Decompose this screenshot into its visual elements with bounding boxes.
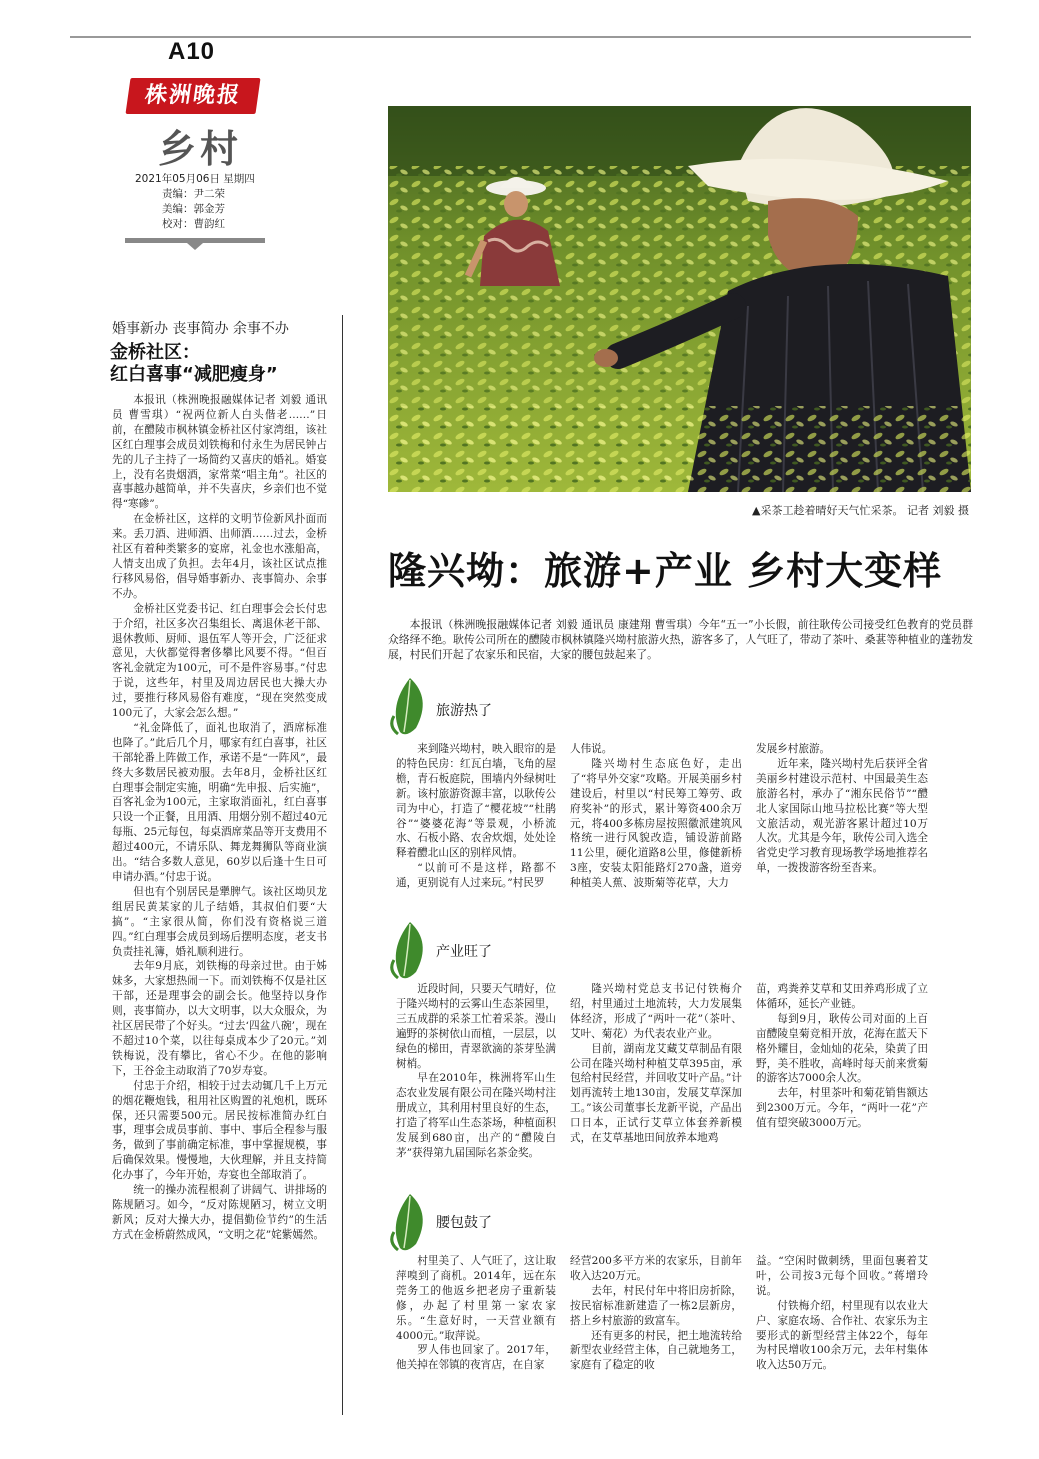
designer-credit: 美编：郭金芳 [162,203,225,215]
section-title-income: 腰包鼓了 [436,1215,492,1231]
paragraph: 近段时间，只要天气晴好，位于隆兴坳村的云雾山生态茶园里，三五成群的采茶工忙着采茶。漫山遍野的茶树依山而植，一层层，以绿色的梯田，青翠欲滴的茶芽坠满树梢。 [396,983,556,1070]
left-article-body [112,393,327,1413]
paragraph: 去年，村里茶叶和菊花销售额达到2300万元。今年，“两叶一花”产值有望突破3000万元。 [756,1087,928,1130]
section-title-industry: 产业旺了 [436,944,492,960]
section3-column1 [396,1254,556,1404]
paragraph: 本报讯（株洲晚报融媒体记者 刘毅 通讯员 曹雪琪）“祝两位新人白头偕老……”日前，在醴陵市枫林镇金桥社区付家湾组，该社区红白理事会成员刘铁梅和付永生为居民钟占先的儿子主持了一场简约又喜庆的婚礼。婚宴上，没有名贵烟酒，家常菜“唱主角”。社区的喜事越办越简单，并不失喜庆，乡亲们也不觉得“寒碜”。 [112,394,327,511]
section-title: 乡村 [158,127,243,171]
section2-column1 [396,982,556,1192]
paragraph: 早在2010年，株洲将军山生态农业发展有限公司在隆兴坳村注册成立，其利用村里良好的生态，打造了将军山生态茶场，种植面积发展到680亩，出产的“醴陵白茅”获得第九届国际名茶金奖。 [396,1072,556,1159]
paragraph: 隆兴坳村生态底色好，走出了“将早外交家”攻略。开展美丽乡村建设后，村里以“村民筹工筹劳、政府奖补”的形式，累计筹资400余万元，将400多栋房屋按照徽派建筑风格统一进行风貌改造，铺设游前路11公里，硬化道路8公里，修健新桥3座，安装太阳能路灯270盏，道旁种植美人蕉、波斯菊等花草，大力 [570,757,742,890]
left-article-kicker: 婚事新办 丧事简办 余事不办 [112,321,289,337]
tea-leaf-icon [386,1192,434,1254]
paragraph: 罗人伟也回家了。2017年，他关掉在邻镇的夜宵店，在自家 [396,1344,556,1372]
paragraph: 隆兴坳村党总支书记付铁梅介绍，村里通过土地流转，大力发展集体经济，形成了“两叶一花”（茶叶、艾叶、菊花）为代表农业产业。 [570,983,742,1040]
page-number: A10 [168,38,216,65]
tea-picking-photo [388,106,971,492]
paragraph: 付铁梅介绍，村里现有以农业大户、家庭农场、合作社、农家乐为主要形式的新型经营主体22个，每年为村民增收100余万元，去年村集体收入达50万元。 [756,1299,928,1372]
paragraph: “礼金降低了，面礼也取消了，酒席标准也降了。”此后几个月，哪家有红白喜事，社区干部轮番上阵做工作，承诺不是“一阵风”，最终大多数居民被劝服。去年8月，金桥社区红白理事会制定实施，明确“先申报、后实施”，百客礼金为100元，主家取消面礼，红白喜事只设一个正餐，且用酒、用烟分别不超过40元每瓶、25元每包，每桌酒席菜品等开支费用不超过400元，不请乐队、舞龙舞狮队等商业演出。“结合多数人意见，60岁以后逢十生日可申请办酒。”付忠于说。 [112,721,327,883]
section1-column1 [396,742,556,920]
section1-column3 [756,742,928,920]
paragraph: 金桥社区党委书记、红白理事会会长付忠于介绍，社区多次召集组长、离退休老干部、退休教师、厨师、退伍军人等开会，广泛征求意见，大伙都觉得奢侈攀比风要不得。“但百客礼金就定为100元，可不是件容易事。”付忠于说，这些年，村里及周边居民也大操大办过，要推行移风易俗有难度，“现在突然变成100元了，大家会怎么想。” [112,602,327,720]
left-article-title-line1: 金桥社区： [110,342,200,363]
tea-leaf-icon [386,920,434,982]
paragraph: “以前可不是这样，路都不通，更别说有人过来玩。”村民罗 [396,862,556,890]
paragraph: 在金桥社区，这样的文明节俭新风扑面而来。丢刀酒、进师酒、出师酒……过去，金桥社区有着种类繁多的宴席，礼金也水涨船高，人情支出成了负担。去年4月，该社区试点推行移风易俗，倡导婚事新办、丧事简办、余事不办。 [112,513,327,600]
editor-credit: 责编：尹二荣 [162,188,225,200]
paragraph: 付忠于介绍，相较于过去动辄几千上万元的烟花鞭炮钱，租用社区购置的礼炮机，既环保，还只需要500元。居民按标准简办红白事，理事会成员事前、事中、事后全程参与服务，做到了事前确定标准，事中掌握规模，事后确保效果。慢慢地，大伙理解，并且支持简化办事了，今年开始，寿宴也全部取消了。 [112,1079,327,1182]
section1-column2 [570,742,742,920]
section3-column3 [756,1254,928,1404]
main-headline: 隆兴坳：旅游+产业 乡村大变样 [388,549,943,593]
paragraph: 每到9月，耿传公司对面的上百亩醴陵皇菊竞相开放，花海在蓝天下格外耀目，金灿灿的花朵，染黄了田野，美不胜收，高峰时每天前来赏菊的游客达7000余人次。 [756,1012,928,1085]
paragraph: 还有更多的村民，把土地流转给新型农业经营主体，自己就地务工，家庭有了稳定的收 [570,1329,742,1372]
section2-column2 [570,982,742,1192]
paragraph: 村里美了、人气旺了，这让取萍嗅到了商机。2014年，远在东莞务工的他返乡把老房子重新装修，办起了村里第一家农家乐。“生意好时，一天营业额有4000元。”取萍说。 [396,1255,556,1342]
tea-leaf-icon [386,676,434,738]
masthead-divider [125,238,265,243]
date-line: 2021年05月06日 星期四 [135,173,255,185]
paragraph: 统一的操办流程根刹了讲阔气、讲排场的陈规陋习。如今，“反对陈规陋习，树立文明新风；反对大操大办，提倡勤俭节约”的生活方式在金桥蔚然成风，“文明之花”姹紫嫣然。 [112,1184,327,1241]
section-title-tourism: 旅游热了 [436,703,492,719]
paragraph: 去年，村民付年中将旧房折除，按民宿标准新建造了一栋2层新房，搭上乡村旅游的致富车。 [570,1284,742,1327]
section3-column2 [570,1254,742,1404]
left-article-title-line2: 红白喜事“减肥瘦身” [110,364,278,385]
paragraph: 发展乡村旅游。 [756,743,831,755]
paragraph: 益。“空闲时做刺绣，里面包裹着艾叶，公司按3元每个回收。”蒋增玲说。 [756,1255,928,1297]
credits-block [135,172,255,232]
paragraph: 但也有个别居民是犟脾气。该社区坳贝龙组居民黄某家的儿子结婚，其叔伯们要“大搞”。“主家很从简，你们没有资格说三道四。”红白理事会成员到场后摆明态度，老支书负责挂礼簿，婚礼顺利进行。 [112,885,327,958]
main-lead: 本报讯（株洲晚报融媒体记者 刘毅 通讯员 康建翔 曹雪琪）今年“五一”小长假，前往耿传公司接受红色教育的党员群众络绎不绝。耿传公司所在的醴陵市枫林镇隆兴坳村旅游火热，游客多了，人气旺了，带动了茶叶、桑葚等种植业的蓬勃发展，村民们开起了农家乐和民宿，大家的腰包鼓起来了。 [388,618,973,661]
left-column-divider [342,315,343,1415]
paragraph: 经营200多平方米的农家乐，目前年收入达20万元。 [570,1255,742,1282]
proofreader-credit: 校对：曹韵红 [162,218,225,230]
paragraph: 目前，湖南龙艾藏艾草制品有限公司在隆兴坳村种植艾草395亩，承包给村民经营，并回收艾叶产品。”计划再流转土地130亩，发展艾草深加工。”该公司董事长龙新平说，产品出口日本，正试行艾草立体套养新模式，在艾草基地田间放养本地鸡 [570,1042,742,1145]
paragraph: 人伟说。 [570,743,613,755]
paper-logo: 株洲晚报 [125,78,260,114]
paragraph: 来到隆兴坳村，映入眼帘的是的特色民房：红瓦白墙，飞角的屋檐，青石板庭院，围墙内外绿树吐新。该村旅游资源丰富，以耿传公司为中心，打造了“樱花坡”“杜鹃谷”“婆婆花海”等景观，小桥流水、石板小路、农舍炊烟，处处诠释着醴北山区的别样风情。 [396,743,556,860]
paragraph: 去年9月底，刘铁梅的母亲过世。由于姊妹多，大家想热闹一下。而刘铁梅不仅是社区干部，还是理事会的副会长。他坚持以身作则，丧事简办，以大文明事，以大众服众，为社区居民带了个好头。“过去‘四盆八碗’，现在不超过10个菜，以往每桌成本少了20元。”刘铁梅说，没有攀比，省心不少。在他的影响下，王谷金主动取消了70岁寿宴。 [112,960,327,1077]
paragraph: 苗，鸡粪养艾草和艾田养鸡形成了立体循环，延长产业链。 [756,983,928,1010]
paragraph: 近年来，隆兴坳村先后获评全省美丽乡村建设示范村、中国最美生态旅游名村，承办了“湘东民俗节”“醴北人家国际山地马拉松比赛”等大型文旅活动，观光游客累计超过10万人次。尤其是今年，耿传公司入选全省党史学习教育现场教学场地推荐名单，一拨拨游客纷至沓来。 [756,757,928,875]
photo-caption: ▲采茶工趁着晴好天气忙采茶。 记者 刘毅 摄 [752,504,969,517]
section2-column3 [756,982,928,1192]
